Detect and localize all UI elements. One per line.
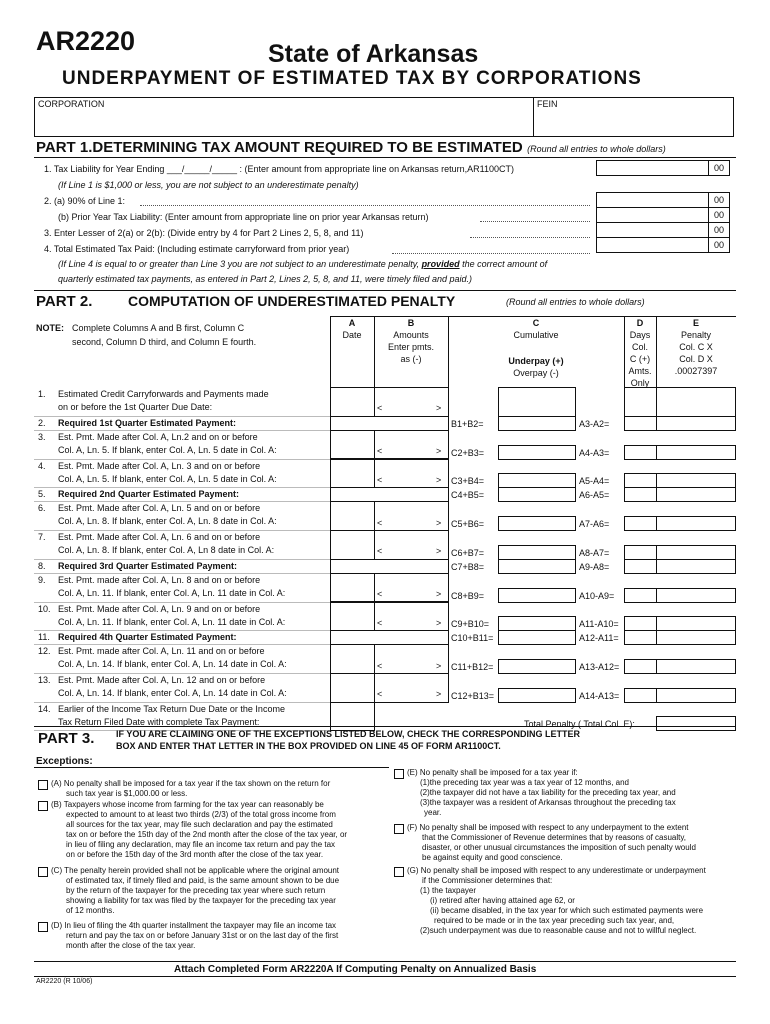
row-6-lt: <	[377, 517, 383, 528]
row-4-label2: Col. A, Ln. 5. If blank, enter Col. A, Ln. 5 date in Col. A:	[58, 473, 277, 484]
row-7-date[interactable]	[330, 530, 375, 560]
row-10-cumulative[interactable]	[498, 616, 576, 631]
col-e-header-3: Col. D X	[679, 354, 713, 364]
exception-e-checkbox[interactable]	[394, 769, 404, 779]
row-11-cumulative[interactable]	[498, 630, 576, 645]
row-10-days[interactable]	[624, 616, 657, 631]
row-8-number: 8.	[38, 560, 46, 571]
total-penalty-label: Total Penalty ( Total Col. E):	[524, 719, 635, 730]
exception-g-line-5: required to be made or in the tax year preceding such tax year, and,	[434, 916, 675, 925]
row-7-label2: Col. A, Ln. 8. If blank, enter Col. A, Ln 8 date in Col. A:	[58, 545, 275, 555]
row-7-d-formula: A8-A7=	[579, 547, 610, 558]
row-4-days[interactable]	[624, 473, 657, 488]
row-4-d-formula: A5-A4=	[579, 476, 610, 487]
exception-c-line-3: showing a liability for tax was filed by the taxpayer for the preceding tax year	[66, 896, 336, 905]
row-11-d-formula: A12-A11=	[579, 633, 619, 644]
row-10-c-formula: C9+B10=	[451, 619, 490, 630]
row-12-number: 12.	[38, 646, 51, 657]
row-3-c-formula: C2+B3=	[451, 447, 485, 458]
row-6-c-formula: C5+B6=	[451, 519, 485, 529]
col-a-header-0: A	[348, 318, 356, 328]
row-6-label2: Col. A, Ln. 8. If blank, enter Col. A, Ln. 8 date in Col. A:	[58, 516, 277, 527]
row-3-d-formula: A4-A3=	[579, 447, 610, 458]
row-13-label: Est. Pmt. Made after Col. A, Ln. 12 and on or before	[58, 675, 266, 685]
exception-b-checkbox[interactable]	[38, 801, 48, 811]
exception-d-line-2: month after the close of the tax year.	[66, 941, 196, 950]
col-e-header-4: .00027397	[674, 366, 718, 376]
col-d-header-4: Amts.	[628, 366, 652, 376]
row-13-lt: <	[377, 689, 383, 700]
exception-e-line-3: (3)the taxpayer was a resident of Arkansas throughout the preceding tax	[420, 798, 676, 807]
part1-line4-note2: quarterly estimated tax payments, as entered in Part 2, Lines 2, 5, 8, and 11, were timely filed and paid.)	[58, 274, 473, 284]
row-4-gt: >	[436, 474, 442, 485]
row-1-date[interactable]	[330, 387, 375, 417]
row-14-label2: Tax Return Filed Date with complete Tax Payment:	[58, 716, 260, 727]
row-7-penalty[interactable]	[656, 545, 736, 560]
part1-line1-note: (If Line 1 is $1,000 or less, you are not subject to an underestimate penalty)	[58, 180, 359, 190]
row-9-label2: Col. A, Ln. 11. If blank, enter Col. A, Ln. 11 date in Col. A:	[58, 587, 286, 598]
exception-a-line-0: (A) No penalty shall be imposed for a tax year if the tax shown on the return for	[51, 779, 331, 788]
row-2-number: 2.	[38, 417, 46, 428]
row-11-label: Required 4th Quarter Estimated Payment:	[58, 632, 237, 643]
row-9-cumulative[interactable]	[498, 588, 576, 603]
row-7-c-formula: C6+B7=	[451, 547, 485, 558]
part2-note-text1: Complete Columns A and B first, Column C	[72, 323, 245, 333]
row-7-number: 7.	[38, 532, 46, 542]
exceptions-label: Exceptions:	[36, 756, 93, 767]
corporation-input[interactable]	[37, 112, 533, 136]
part1-header	[36, 139, 666, 157]
row-12-label: Est. Pmt. made after Col. A, Ln. 11 and on or before	[58, 646, 265, 657]
row-10-d-formula: A11-A10=	[579, 619, 619, 630]
exception-g-line-1: if the Commissioner determines that:	[422, 876, 553, 885]
row-1-penalty[interactable]	[656, 387, 736, 417]
row-2-d-formula: A3-A2=	[579, 418, 610, 429]
form-number: AR2220	[36, 26, 136, 56]
revision-label: AR2220 (R 10/06)	[36, 978, 93, 985]
row-3-cumulative[interactable]	[498, 445, 576, 460]
exception-c-line-0: (C) The penalty herein provided shall not be applicable where the original amount	[51, 866, 340, 875]
row-2-days[interactable]	[624, 416, 657, 431]
part1-line2b: (b) Prior Year Tax Liability: (Enter amount from appropriate line on prior year Arkansas return)	[58, 212, 429, 222]
row-9-lt: <	[377, 589, 383, 600]
part2-label: PART 2.	[36, 293, 93, 310]
row-10-gt: >	[436, 617, 442, 628]
row-8-d-formula: A9-A8=	[579, 561, 610, 572]
exception-g-line-4: (ii) became disabled, in the tax year for which such estimated payments were	[430, 906, 704, 915]
row-13-cumulative[interactable]	[498, 688, 576, 703]
exception-g-line-3: (i) retired after having attained age 62, or	[430, 896, 575, 905]
row-7-gt: >	[436, 546, 442, 557]
row-9-gt: >	[436, 589, 442, 600]
exception-a-checkbox[interactable]	[38, 780, 48, 790]
identification-box	[34, 97, 734, 137]
row-10-number: 10.	[38, 603, 51, 614]
row-3-gt: >	[436, 446, 442, 457]
row-5-number: 5.	[38, 489, 46, 500]
part1-line3: 3. Enter Lesser of 2(a) or 2(b): (Divide entry by 4 for Part 2 Lines 2, 5, 8, and 11)	[44, 228, 364, 238]
row-11-penalty[interactable]	[656, 630, 736, 645]
row-13-gt: >	[436, 689, 442, 700]
row-5-penalty[interactable]	[656, 487, 736, 502]
col-d-header-0: D	[636, 318, 644, 328]
row-6-penalty[interactable]	[656, 516, 736, 531]
row-6-days[interactable]	[624, 516, 657, 531]
row-8-c-formula: C7+B8=	[451, 561, 485, 572]
row-9-label: Est. Pmt. made after Col. A, Ln. 8 and on or before	[58, 574, 261, 585]
row-1-days[interactable]	[624, 387, 657, 417]
row-13-label2: Col. A, Ln. 14. If blank, enter Col. A, Ln. 14 date in Col. A:	[58, 688, 287, 698]
col-c-header-1: Cumulative	[513, 330, 559, 340]
exception-f-line-1: that the Commissioner of Revenue determines that by reasons of casualty,	[422, 833, 686, 842]
exception-g-line-2: (1) the taxpayer	[420, 886, 477, 895]
col-c-header-0: C	[532, 318, 540, 328]
row-10-penalty[interactable]	[656, 616, 736, 631]
line4-amount[interactable]: 00	[596, 237, 730, 253]
col-e-header-2: Col. C X	[679, 342, 713, 352]
col-c-sub-0: Underpay (+)	[508, 356, 564, 366]
row-5-d-formula: A6-A5=	[579, 490, 610, 501]
part1-line2a: 2. (a) 90% of Line 1:	[44, 196, 126, 206]
col-e-header-1: Penalty	[680, 330, 712, 340]
exception-b-line-5: on or before the 15th day of the 3rd month after the close of the tax year.	[66, 850, 324, 859]
part2-heading: COMPUTATION OF UNDERESTIMATED PENALTY	[128, 293, 456, 309]
row-5-c-formula: C4+B5=	[451, 490, 485, 501]
row-3-label2: Col. A, Ln. 5. If blank, enter Col. A, Ln. 5 date in Col. A:	[58, 444, 277, 455]
col-d-header-3: C (+)	[629, 354, 651, 364]
part3-text2: BOX AND ENTER THAT LETTER IN THE BOX PROVIDED ON LINE 45 OF FORM AR1100CT.	[116, 741, 501, 751]
row-10-label: Est. Pmt. Made after Col. A, Ln. 9 and on or before	[58, 603, 261, 614]
part1-line4: 4. Total Estimated Tax Paid: (Including estimate carryforward from prior year)	[44, 244, 350, 254]
row-1-cumulative[interactable]	[498, 387, 576, 417]
row-3-days[interactable]	[624, 445, 657, 460]
exception-b-line-4: in lieu of filing any declaration, may file an income tax return and pay the tax	[66, 840, 336, 849]
part1-line4-note: (If Line 4 is equal to or greater than Line 3 you are not subject to an underestimate penalty, provided the correct amount of	[58, 259, 548, 269]
fein-label: FEIN	[537, 99, 558, 109]
exception-e-line-4: year.	[424, 808, 442, 817]
row-6-d-formula: A7-A6=	[579, 519, 610, 529]
row-6-gt: >	[436, 517, 442, 528]
exception-f-line-2: disaster, or other unusual circumstances the imposition of such penalty would	[422, 843, 696, 852]
col-b-header-3: as (-)	[400, 354, 422, 364]
row-9-c-formula: C8+B9=	[451, 590, 485, 601]
row-4-c-formula: C3+B4=	[451, 476, 485, 487]
row-5-cumulative[interactable]	[498, 487, 576, 502]
row-12-d-formula: A13-A12=	[579, 662, 620, 672]
part1-round-note: (Round all entries to whole dollars)	[527, 144, 666, 154]
part2-note-label: NOTE:	[36, 323, 64, 333]
col-d-header-5: Only	[630, 378, 650, 388]
row-6-label: Est. Pmt. Made after Col. A, Ln. 5 and on or before	[58, 503, 261, 514]
row-3-penalty[interactable]	[656, 445, 736, 460]
row-9-days[interactable]	[624, 588, 657, 603]
exception-d-line-1: return and pay the tax on or before January 31st or on the last day of the first	[66, 931, 339, 940]
exception-e-line-0: (E) No penalty shall be imposed for a tax year if:	[407, 768, 578, 777]
row-13-c-formula: C12+B13=	[451, 690, 495, 701]
exception-c-line-1: of estimated tax, if timely filed and paid, is the same amount shown to be due	[66, 876, 340, 885]
row-13-d-formula: A14-A13=	[579, 690, 620, 701]
col-b-header-0: B	[407, 318, 415, 328]
exception-f-line-0: (F) No penalty shall be imposed with respect to any underpayment to the extent	[407, 823, 689, 832]
state-title: State of Arkansas	[268, 40, 479, 68]
row-9-number: 9.	[38, 574, 46, 585]
part1-heading: PART 1.DETERMINING TAX AMOUNT REQUIRED TO BE ESTIMATED	[36, 139, 523, 156]
row-1-label2: on or before the 1st Quarter Due Date:	[58, 402, 213, 412]
row-9-date[interactable]	[330, 573, 375, 603]
exception-b-line-0: (B) Taxpayers whose income from farming for the tax year can reasonably be	[51, 800, 324, 809]
part2-round-note: (Round all entries to whole dollars)	[506, 297, 645, 307]
row-2-c-formula: B1+B2=	[451, 418, 484, 429]
line2b-amount[interactable]: 00	[596, 207, 730, 223]
part2-note-text2: second, Column D third, and Column E fourth.	[72, 337, 257, 347]
row-5-label: Required 2nd Quarter Estimated Payment:	[58, 489, 240, 500]
row-8-days[interactable]	[624, 559, 657, 574]
row-13-penalty[interactable]	[656, 688, 736, 703]
row-3-date[interactable]	[330, 430, 375, 460]
row-6-date[interactable]	[330, 501, 375, 531]
exception-e-line-1: (1)the preceding tax year was a tax year of 12 months, and	[420, 778, 630, 787]
row-8-label: Required 3rd Quarter Estimated Payment:	[58, 560, 238, 571]
row-4-lt: <	[377, 474, 383, 485]
exception-b-line-1: expected to amount to at least two thirds (2/3) of the total gross income from	[66, 810, 336, 819]
row-13-days[interactable]	[624, 688, 657, 703]
row-10-lt: <	[377, 617, 383, 628]
row-10-label2: Col. A, Ln. 11. If blank, enter Col. A, Ln. 11 date in Col. A:	[58, 616, 286, 627]
exception-e-line-2: (2)the taxpayer did not have a tax liability for the preceding tax year, and	[420, 788, 676, 797]
exception-g-line-6: (2)such underpayment was due to reasonable cause and not to willful neglect.	[420, 926, 697, 935]
row-7-days[interactable]	[624, 545, 657, 560]
part1-line1: 1. Tax Liability for Year Ending ___/_____/_____ : (Enter amount from appropriate line on Arkansas return,AR1100CT)	[44, 164, 514, 174]
row-14-label: Earlier of the Income Tax Return Due Date or the Income	[58, 703, 285, 714]
exception-f-checkbox[interactable]	[394, 824, 404, 834]
col-b-header-2: Enter pmts.	[387, 342, 434, 352]
row-3-label: Est. Pmt. Made after Col. A, Ln.2 and on or before	[58, 431, 258, 442]
col-a-header-1: Date	[342, 330, 362, 340]
row-4-cumulative[interactable]	[498, 473, 576, 488]
row-12-gt: >	[436, 660, 442, 671]
exception-f-line-3: be against equity and good conscience.	[422, 853, 563, 862]
corporation-label: CORPORATION	[38, 99, 105, 109]
row-2-label: Required 1st Quarter Estimated Payment:	[58, 417, 237, 428]
row-12-cumulative[interactable]	[498, 659, 576, 674]
row-13-date[interactable]	[330, 673, 375, 703]
row-11-days[interactable]	[624, 630, 657, 645]
row-6-number: 6.	[38, 503, 46, 514]
col-d-header-1: Days	[629, 330, 651, 340]
row-7-lt: <	[377, 546, 383, 557]
row-4-label: Est. Pmt. Made after Col. A, Ln. 3 and on or before	[58, 460, 261, 471]
row-7-label: Est. Pmt. Made after Col. A, Ln. 6 and on or before	[58, 532, 261, 542]
row-4-number: 4.	[38, 460, 46, 471]
row-8-penalty[interactable]	[656, 559, 736, 574]
total-penalty-amount[interactable]	[656, 716, 736, 731]
row-12-penalty[interactable]	[656, 659, 736, 674]
row-14-number: 14.	[38, 703, 51, 714]
attach-note: Attach Completed Form AR2220A If Computing Penalty on Annualized Basis	[174, 964, 537, 975]
exception-b-line-3: tax on or before the 15th day of the 2nd month after the close of the tax year, or	[66, 830, 348, 839]
line2a-amount[interactable]: 00	[596, 192, 730, 208]
row-5-days[interactable]	[624, 487, 657, 502]
row-7-cumulative[interactable]	[498, 545, 576, 560]
fein-input[interactable]	[537, 112, 735, 136]
row-13-number: 13.	[38, 675, 51, 685]
exception-d-checkbox[interactable]	[38, 922, 48, 932]
col-d-header-2: Col.	[631, 342, 648, 352]
row-12-date[interactable]	[330, 644, 375, 674]
row-1-label: Estimated Credit Carryforwards and Payments made	[58, 389, 269, 399]
exception-g-checkbox[interactable]	[394, 867, 404, 877]
row-11-number: 11.	[38, 632, 50, 643]
part3-text1: IF YOU ARE CLAIMING ONE OF THE EXCEPTIONS LISTED BELOW, CHECK THE CORRESPONDING LETTER	[116, 729, 581, 739]
row-11-c-formula: C10+B11=	[451, 633, 494, 644]
row-1-lt: <	[377, 403, 383, 414]
row-3-number: 3.	[38, 431, 46, 442]
row-2-cumulative[interactable]	[498, 416, 576, 431]
row-10-date[interactable]	[330, 602, 375, 632]
row-9-d-formula: A10-A9=	[579, 590, 615, 601]
row-12-lt: <	[377, 660, 383, 671]
exception-c-line-2: by the return of the taxpayer for the preceding tax year where such return	[66, 886, 326, 895]
col-c-sub-1: Overpay (-)	[513, 368, 559, 378]
row-1-number: 1.	[38, 389, 46, 399]
line3-amount[interactable]: 00	[596, 222, 730, 238]
form-title: UNDERPAYMENT OF ESTIMATED TAX BY CORPORATIONS	[62, 68, 642, 89]
col-e-header-0: E	[692, 318, 699, 328]
row-3-lt: <	[377, 446, 383, 457]
row-12-c-formula: C11+B12=	[451, 662, 494, 672]
exception-c-line-4: of 12 months.	[66, 906, 115, 915]
col-b-header-1: Amounts	[393, 330, 429, 340]
row-4-penalty[interactable]	[656, 473, 736, 488]
row-8-cumulative[interactable]	[498, 559, 576, 574]
row-2-penalty[interactable]	[656, 416, 736, 431]
row-12-days[interactable]	[624, 659, 657, 674]
row-4-date[interactable]	[330, 459, 375, 489]
exception-c-checkbox[interactable]	[38, 867, 48, 877]
row-1-gt: >	[436, 403, 442, 414]
exception-a-line-1: such tax year is $1,000.00 or less.	[66, 789, 188, 798]
exception-d-line-0: (D) In lieu of filing the 4th quarter installment the taxpayer may file an income tax	[51, 921, 337, 930]
exception-g-line-0: (G) No penalty shall be imposed with respect to any underestimate or underpayment	[407, 866, 706, 875]
exception-b-line-2: all sources for the tax year, may file such declaration and pay the estimated	[66, 820, 333, 829]
part3-label: PART 3.	[38, 730, 95, 747]
row-12-label2: Col. A, Ln. 14. If blank, enter Col. A, Ln. 14 date in Col. A:	[58, 659, 287, 670]
row-9-penalty[interactable]	[656, 588, 736, 603]
row-6-cumulative[interactable]	[498, 516, 576, 531]
line1-amount[interactable]: 00	[596, 160, 730, 176]
